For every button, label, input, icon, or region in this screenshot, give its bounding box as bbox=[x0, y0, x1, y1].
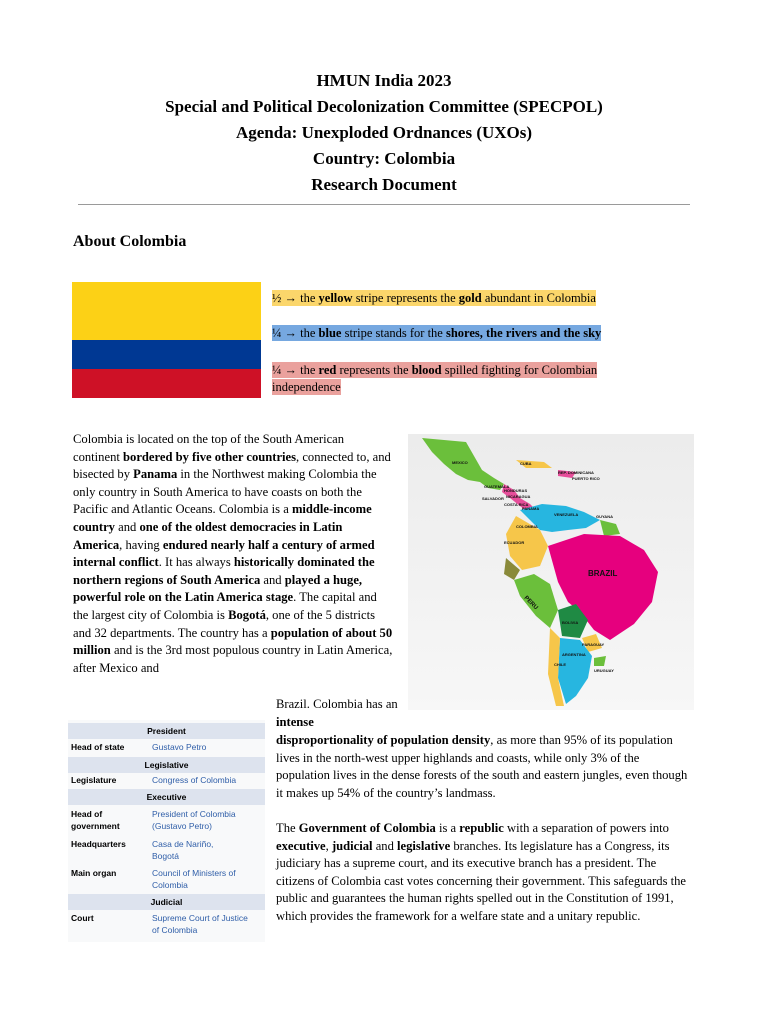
map-label-costa-rica: COSTA RICA bbox=[504, 502, 529, 507]
legend-bold: yellow bbox=[318, 291, 353, 305]
paragraph-bold: judicial bbox=[331, 838, 373, 853]
value-line[interactable]: Bogotá bbox=[152, 851, 179, 861]
paragraph-text: Colombia is located on the top of the South American continent bbox=[73, 432, 345, 464]
paragraph-text: and bbox=[114, 519, 140, 534]
value-line[interactable]: of Colombia bbox=[152, 925, 198, 935]
map-label-honduras: HONDURAS bbox=[504, 488, 528, 493]
legend-bold: blood bbox=[411, 363, 442, 377]
infobox-header-president: President bbox=[68, 723, 265, 739]
map-label-nicaragua: NICARAGUA bbox=[506, 494, 531, 499]
paragraph-bold: executive bbox=[276, 838, 326, 853]
map-label-venezuela: VENEZUELA bbox=[554, 512, 579, 517]
legend-text: abundant in Colombia bbox=[481, 291, 596, 305]
infobox-link-supreme-court[interactable] bbox=[152, 912, 262, 936]
map-label-uruguay: URUGUAY bbox=[594, 668, 614, 673]
paragraph-text: The bbox=[276, 821, 299, 835]
paragraph-text: , one of the 5 districts and 32 departments. The country has a bbox=[73, 607, 375, 640]
map-label-salvador: SALVADOR bbox=[482, 496, 504, 501]
paragraph-text: with a separation of powers into bbox=[503, 821, 669, 835]
map-label-mexico: MEXICO bbox=[452, 460, 468, 465]
legend-highlight bbox=[272, 290, 596, 306]
paragraph-text: and is the 3rd most populous country in Latin America, after Mexico and bbox=[73, 643, 393, 675]
paragraph-text: Brazil. Colombia has an bbox=[276, 697, 398, 711]
map-label-brazil: BRAZIL bbox=[588, 569, 618, 578]
legend-text: stripe stands for the bbox=[341, 326, 446, 340]
paragraph-bold: Bogotá bbox=[228, 607, 266, 622]
horizontal-divider bbox=[78, 204, 690, 205]
map-label-chile: CHILE bbox=[554, 662, 566, 667]
paragraph-text: , as more than 95% of its population lives in the north-west upper highlands and coasts, while only 3% of the population lives in the dense forests of the south and eastern jungles, even though it makes up 54% of the country’s landmass. bbox=[276, 733, 688, 800]
latin-america-map bbox=[408, 434, 694, 710]
paragraph-bold: played a huge, powerful role on the Latin America stage bbox=[73, 572, 363, 605]
infobox-label-court: Court bbox=[71, 913, 94, 923]
map-label-ecuador: ECUADOR bbox=[504, 540, 525, 545]
government-infobox bbox=[68, 720, 265, 942]
map-label-colombia: COLOMBIA bbox=[516, 524, 538, 529]
infobox-link-president-of-colombia[interactable] bbox=[152, 808, 262, 832]
flag-legend-red bbox=[272, 362, 652, 396]
paragraph-bold: population of about 50 million bbox=[73, 625, 393, 658]
map-label-argentina: ARGENTINA bbox=[562, 652, 586, 657]
infobox-link-gustavo-petro[interactable]: Gustavo Petro bbox=[152, 742, 207, 752]
flag-legend-yellow bbox=[272, 290, 596, 307]
map-label-puerto-rico: PUERTO RICO bbox=[572, 476, 600, 481]
paragraph-bold: bordered by five other countries bbox=[123, 449, 297, 464]
paragraph-bold: legislative bbox=[397, 838, 451, 853]
map-label-peru: PERU bbox=[522, 595, 539, 612]
header-line-2: Special and Political Decolonization Committee (SPECPOL) bbox=[165, 97, 603, 116]
paragraph-bold: endured nearly half a century of armed internal conflict bbox=[73, 537, 375, 570]
paragraph-bold: disproportionality of population density bbox=[276, 733, 491, 747]
legend-text: represents the bbox=[336, 363, 412, 377]
paragraph-text: and bbox=[260, 572, 285, 587]
paragraph-text: is a bbox=[435, 821, 460, 835]
header-line-4: Country: Colombia bbox=[312, 149, 456, 168]
map-label-cuba: CUBA bbox=[520, 461, 532, 466]
colombia-flag bbox=[72, 282, 261, 398]
legend-fraction: ½ bbox=[272, 291, 282, 305]
paragraph-text: . It has always bbox=[158, 555, 234, 570]
paragraph-bold: Panama bbox=[133, 467, 178, 482]
infobox-link-congress[interactable]: Congress of Colombia bbox=[152, 775, 237, 785]
map-uruguay bbox=[594, 656, 606, 666]
header-line-1: HMUN India 2023 bbox=[316, 71, 452, 90]
infobox-label-head-of-state: Head of state bbox=[71, 742, 125, 752]
header-line-3: Agenda: Unexploded Ordnances (UXOs) bbox=[235, 123, 533, 142]
legend-highlight bbox=[272, 325, 601, 341]
legend-bold: gold bbox=[458, 291, 482, 305]
section-title: About Colombia bbox=[73, 233, 187, 250]
legend-fraction: ¼ bbox=[272, 363, 282, 377]
document-header bbox=[0, 68, 768, 198]
infobox-label-main-organ: Main organ bbox=[71, 868, 117, 878]
paragraph-bold: one of the oldest democracies in Latin America bbox=[73, 519, 343, 552]
infobox-header-executive: Executive bbox=[68, 789, 265, 805]
infobox-label-head-of-government bbox=[71, 808, 120, 832]
label-line: government bbox=[71, 821, 120, 831]
legend-text: → the bbox=[281, 291, 319, 305]
paragraph-population bbox=[276, 732, 696, 802]
paragraph-text: , connected to, and bisected by bbox=[73, 449, 391, 482]
flag-legend-blue bbox=[272, 325, 601, 342]
legend-bold: blue bbox=[318, 326, 342, 340]
legend-bold: shores, the rivers and the sky bbox=[445, 326, 602, 340]
paragraph-government bbox=[276, 820, 696, 926]
paragraph-bold: historically dominated the northern regions of South America bbox=[73, 555, 375, 587]
infobox-label-legislature: Legislature bbox=[71, 775, 117, 785]
paragraph-text: , having bbox=[119, 537, 163, 552]
legend-text: spilled fighting for Colombian independence bbox=[272, 363, 598, 394]
infobox-label-headquarters: Headquarters bbox=[71, 839, 126, 849]
infobox-header-legislative: Legislative bbox=[68, 757, 265, 773]
map-label-paraguay: PARAGUAY bbox=[582, 642, 605, 647]
paragraph-geography-continued bbox=[276, 696, 426, 731]
map-label-guyana: GUYANA bbox=[596, 514, 613, 519]
header-line-5: Research Document bbox=[311, 175, 457, 194]
paragraph-bold: Government of Colombia bbox=[298, 821, 436, 835]
legend-text: stripe represents the bbox=[352, 291, 459, 305]
paragraph-bold: republic bbox=[459, 821, 504, 835]
paragraph-bold: intense bbox=[276, 714, 314, 729]
paragraph-text: and bbox=[372, 838, 398, 853]
paragraph-text: branches. Its legislature has a Congress, its judiciary has a supreme court, and its executive branch has a president. The citizens of Colombia cast votes concerning their government. This safeguards the public and guarantees the human rights spelled out in the Constitution of 1991, which provides the framework for a welfare state and a unitary republic. bbox=[276, 838, 686, 923]
paragraph-bold: middle-income country bbox=[73, 502, 372, 534]
paragraph-text: . The capital and the largest city of Colombia is bbox=[73, 590, 377, 622]
legend-fraction: ¼ bbox=[272, 326, 282, 340]
flag-yellow-stripe bbox=[72, 282, 261, 340]
value-line[interactable]: Council of Ministers of bbox=[152, 868, 236, 878]
label-line: Head of bbox=[71, 809, 103, 819]
value-line[interactable]: Casa de Nariño, bbox=[152, 839, 214, 849]
flag-blue-stripe bbox=[72, 340, 261, 369]
map-label-guatemala: GUATEMALA bbox=[484, 484, 510, 489]
map-guyana bbox=[600, 520, 620, 536]
infobox-link-casa-de-narino[interactable] bbox=[152, 838, 262, 862]
map-label-dominicana: REP. DOMINICANA bbox=[558, 470, 594, 475]
value-line[interactable]: (Gustavo Petro) bbox=[152, 821, 212, 831]
value-line[interactable]: President of Colombia bbox=[152, 809, 236, 819]
infobox-link-council-of-ministers[interactable] bbox=[152, 867, 262, 891]
map-peru bbox=[514, 574, 558, 628]
paragraph-geography bbox=[73, 431, 393, 677]
legend-highlight bbox=[272, 362, 597, 395]
map-graphic bbox=[408, 434, 694, 710]
legend-text: → the bbox=[281, 363, 319, 377]
value-line[interactable]: Supreme Court of Justice bbox=[152, 913, 248, 923]
paragraph-text: in the Northwest making Colombia the only country in South America to have coasts on both the Pacific and Atlantic Oceans. Colombia is a bbox=[73, 467, 377, 517]
map-label-bolivia: BOLIVIA bbox=[562, 620, 579, 625]
infobox-header-judicial: Judicial bbox=[68, 894, 265, 910]
flag-red-stripe bbox=[72, 369, 261, 398]
map-label-panama: PANAMA bbox=[522, 506, 540, 511]
paragraph-text: , bbox=[325, 838, 332, 853]
value-line[interactable]: Colombia bbox=[152, 880, 188, 890]
legend-bold: red bbox=[318, 363, 337, 377]
legend-text: → the bbox=[281, 326, 319, 340]
